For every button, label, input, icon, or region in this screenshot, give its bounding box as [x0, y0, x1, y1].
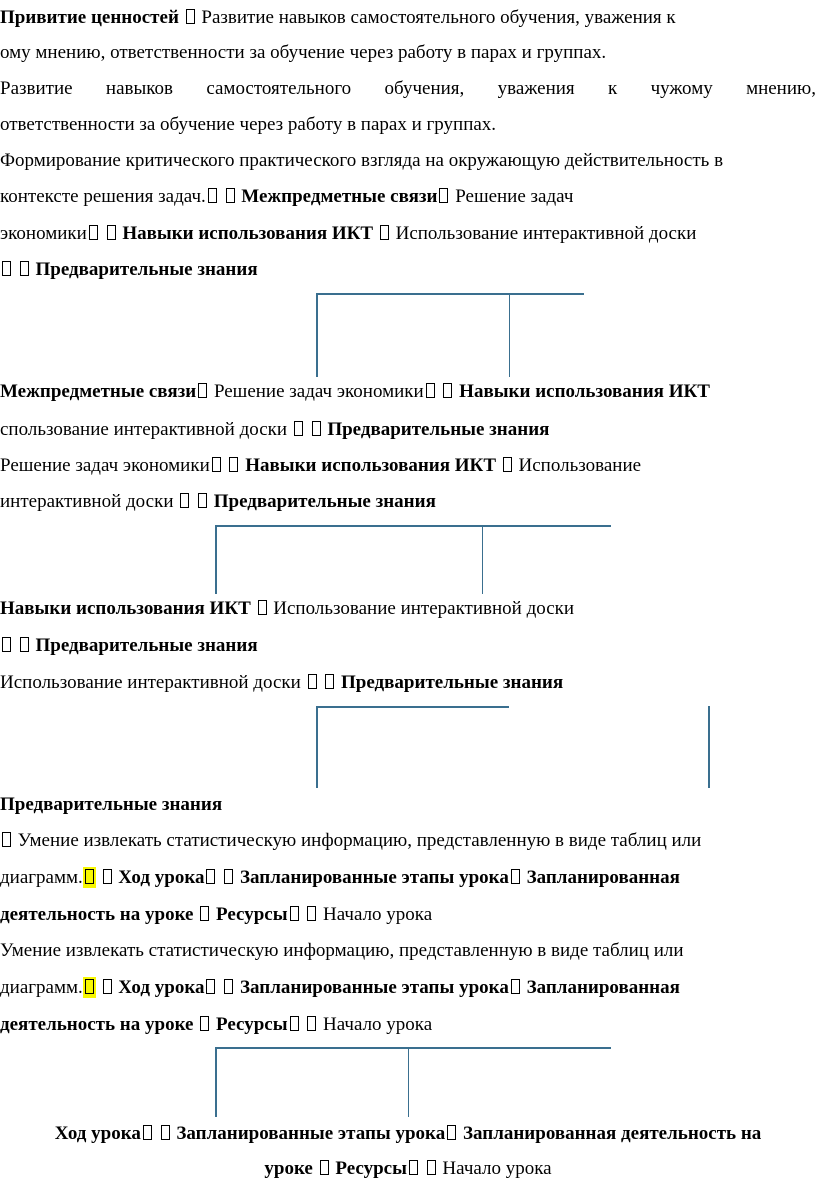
text-line: Умение извлекать статистическую информацию, представленную в виде таблиц или [0, 940, 684, 961]
heading-span: Предварительные знания [35, 635, 258, 656]
text-span: диаграмм. [0, 867, 83, 888]
heading-span: Межпредметные связи [0, 381, 197, 402]
missing-glyph-icon [307, 906, 316, 921]
missing-glyph-icon [224, 869, 233, 884]
heading-span: Предварительные знания [341, 672, 564, 693]
missing-glyph-icon [294, 421, 303, 436]
missing-glyph-icon [224, 979, 233, 994]
missing-glyph-icon [290, 906, 299, 921]
text-line [0, 829, 701, 853]
heading-span: Ход урока [54, 1123, 141, 1144]
missing-glyph-icon [380, 225, 389, 240]
text-span: Использование интерактивной доски [273, 598, 575, 619]
text-span: Развитие навыков самостоятельного обучения, уважения к [201, 7, 676, 28]
missing-glyph-icon [107, 225, 116, 240]
missing-glyph-icon [427, 1160, 436, 1175]
missing-glyph-icon [320, 1160, 329, 1175]
missing-glyph-icon [161, 1125, 170, 1140]
heading-span: Ход урока [118, 977, 205, 998]
section-heading: Предварительные знания [0, 794, 223, 815]
missing-glyph-icon [2, 832, 11, 847]
missing-glyph-icon [308, 674, 317, 689]
heading-span: Запланированная [526, 977, 680, 998]
missing-glyph-icon [439, 188, 448, 203]
missing-glyph-icon [20, 261, 29, 276]
heading-span: Запланированная [526, 867, 680, 888]
missing-glyph-icon [206, 869, 215, 884]
heading-span: Запланированные этапы урока [239, 867, 509, 888]
word: самостоятельного [206, 78, 352, 99]
text-line [0, 185, 573, 209]
heading-span: Запланированная деятельность на [462, 1123, 762, 1144]
missing-glyph-icon [258, 600, 267, 615]
heading-span: Предварительные знания [35, 259, 258, 280]
missing-glyph-icon [180, 493, 189, 508]
text-span: Начало урока [323, 1014, 433, 1035]
text-span: Решение задач экономики [213, 381, 424, 402]
heading-span: Навыки использования ИКТ [245, 455, 497, 476]
missing-glyph-icon [143, 1125, 152, 1140]
table-frame [215, 525, 611, 594]
word: обучения, [384, 78, 465, 99]
text-line: Формирование критического практического взгляда на окружающую действительность в [0, 150, 724, 171]
missing-glyph-icon [200, 1016, 209, 1031]
missing-glyph-icon [312, 421, 321, 436]
missing-glyph-icon [206, 979, 215, 994]
missing-glyph-icon [443, 383, 452, 398]
text-span: Использование интерактивной доски [395, 223, 697, 244]
text-line [0, 6, 676, 30]
text-span: интерактивной доски [0, 491, 174, 512]
text-span: спользование интерактивной доски [0, 419, 288, 440]
text-span: Умение извлекать статистическую информацию, представленную в виде таблиц или [17, 830, 702, 851]
heading-span: деятельность на уроке [0, 1014, 194, 1035]
heading-span: Навыки использования ИКТ [0, 598, 251, 619]
text-line [0, 976, 680, 1000]
table-frame [316, 706, 712, 788]
justified-line [0, 77, 816, 101]
table-frame [316, 293, 584, 377]
table-frame [215, 1047, 611, 1117]
text-line [0, 1013, 432, 1037]
heading-span: Запланированные этапы урока [176, 1123, 446, 1144]
text-span: Использование [518, 455, 642, 476]
missing-glyph-icon [89, 225, 98, 240]
missing-glyph-icon [186, 9, 195, 24]
text-line [0, 454, 641, 478]
missing-glyph-icon [503, 457, 512, 472]
missing-glyph-icon [198, 493, 207, 508]
word: к [608, 78, 618, 99]
heading-span: Ресурсы [215, 1014, 288, 1035]
missing-glyph-icon [307, 1016, 316, 1031]
text-line [0, 634, 258, 658]
text-line [0, 903, 432, 927]
text-line [0, 671, 563, 695]
values-heading: Привитие ценностей [0, 7, 179, 28]
text-line: ому мнению, ответственности за обучение через работу в парах и группах. [0, 42, 607, 63]
text-line [0, 597, 574, 621]
missing-glyph-icon [103, 979, 112, 994]
heading-span: Предварительные знания [327, 419, 550, 440]
text-line [0, 222, 696, 246]
centered-line [0, 1122, 816, 1146]
missing-glyph-icon [2, 637, 11, 652]
heading-span: Навыки использования ИКТ [459, 381, 710, 402]
missing-glyph-icon [212, 457, 221, 472]
text-span: диаграмм. [0, 977, 83, 998]
missing-glyph-icon [200, 906, 209, 921]
missing-glyph-icon [409, 1160, 418, 1175]
missing-glyph-icon [426, 383, 435, 398]
text-line: ответственности за обучение через работу в парах и группах. [0, 114, 497, 135]
missing-glyph-icon [103, 869, 112, 884]
heading-span: Ход урока [118, 867, 205, 888]
heading-span: уроке [264, 1158, 313, 1179]
text-line [0, 490, 436, 514]
text-span: Начало урока [442, 1158, 552, 1179]
missing-glyph-icon [226, 188, 235, 203]
text-line [0, 258, 258, 282]
heading-span: деятельность на уроке [0, 904, 194, 925]
missing-glyph-icon [20, 637, 29, 652]
heading-span: Запланированные этапы урока [239, 977, 509, 998]
word: Развитие [0, 78, 73, 99]
missing-glyph-icon [511, 869, 520, 884]
heading-span: Ресурсы [335, 1158, 407, 1179]
heading-span: Навыки использования ИКТ [122, 223, 374, 244]
missing-glyph-icon [511, 979, 520, 994]
text-line [0, 866, 680, 890]
missing-glyph-icon [208, 188, 217, 203]
missing-glyph-icon [85, 869, 94, 884]
word: мнению, [746, 78, 816, 99]
word: чужому [650, 78, 713, 99]
word: навыков [105, 78, 173, 99]
text-span: Решение задач [455, 186, 574, 207]
text-span: контексте решения задач. [0, 186, 206, 207]
text-line [0, 380, 710, 404]
missing-glyph-icon [198, 383, 207, 398]
text-line [0, 418, 549, 442]
missing-glyph-icon [229, 457, 238, 472]
text-span: Использование интерактивной доски [0, 672, 301, 693]
centered-line [0, 1157, 816, 1181]
missing-glyph-icon [325, 674, 334, 689]
missing-glyph-icon [447, 1125, 456, 1140]
heading-span: Ресурсы [215, 904, 288, 925]
text-span: Начало урока [323, 904, 433, 925]
missing-glyph-icon [290, 1016, 299, 1031]
text-span: экономики [0, 223, 87, 244]
missing-glyph-icon [2, 261, 11, 276]
text-span: Решение задач экономики [0, 455, 210, 476]
word: уважения [497, 78, 575, 99]
missing-glyph-icon [85, 979, 94, 994]
heading-span: Межпредметные связи [241, 186, 438, 207]
heading-span: Предварительные знания [213, 491, 436, 512]
